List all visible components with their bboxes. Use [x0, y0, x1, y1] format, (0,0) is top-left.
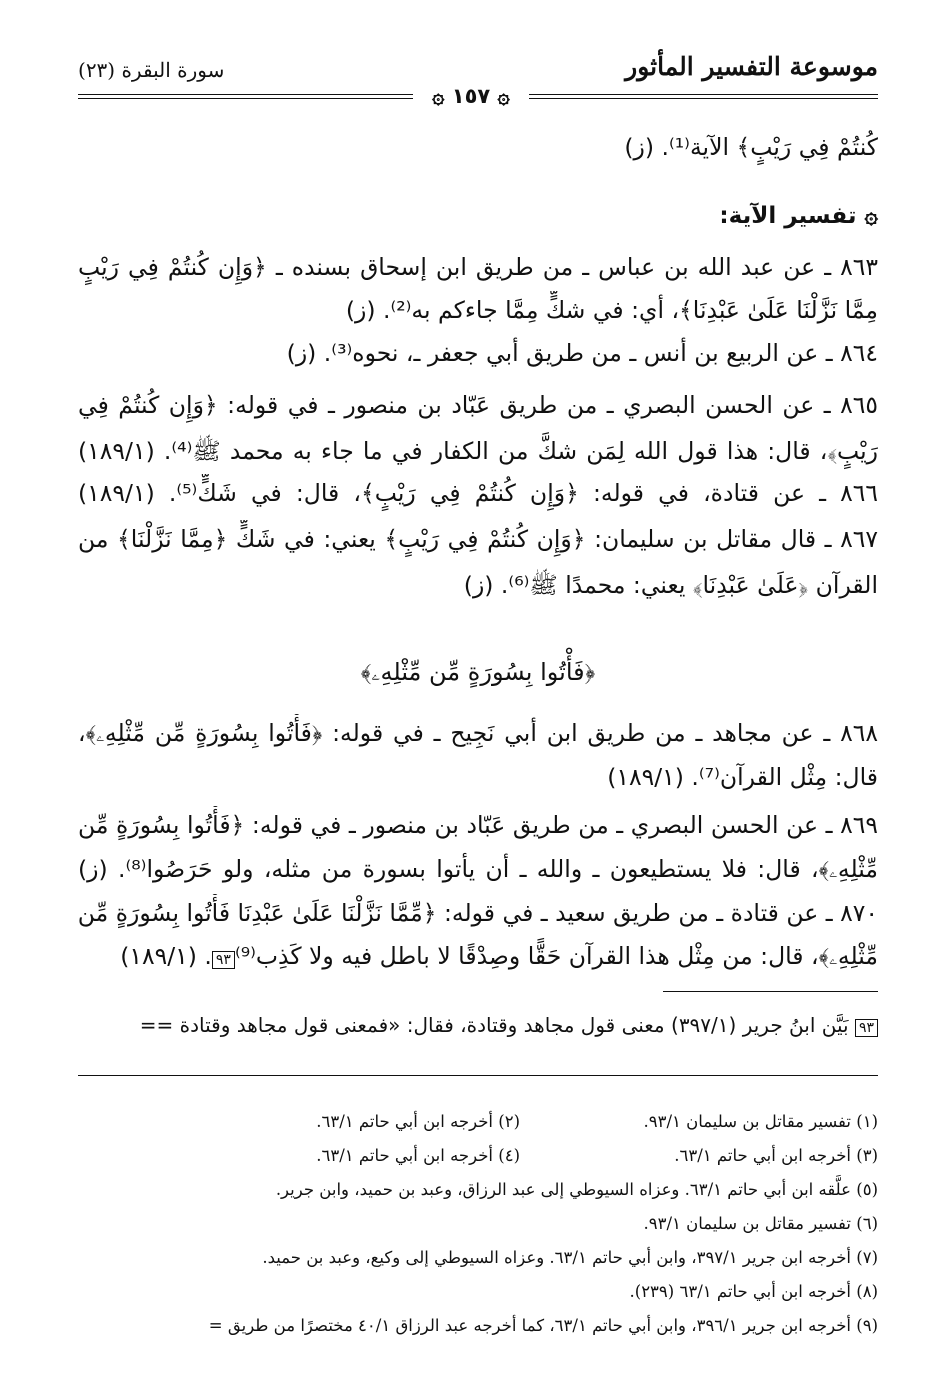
- text-line: [78, 937, 878, 979]
- page-number: ۞ ١٥٧ ۞: [413, 82, 529, 110]
- footnote: (٩) أخرجه ابن جرير ٣٩٦/١، وابن أبي حاتم ٦٣/١، كما أخرجه عبد الرزاق ٤٠/١ مختصرًا من طريق =: [208, 1316, 878, 1335]
- note-separator: [663, 991, 878, 992]
- footnote: (٨) أخرجه ابن أبي حاتم ٦٣/١ (٢٣٩).: [629, 1282, 878, 1301]
- editor-note: [52, 1009, 878, 1044]
- surah-label: سورة البقرة (٢٣): [78, 58, 225, 82]
- note-text: بَيَّن ابنُ جرير (٣٩٧/١) معنى قول مجاهد وقتادة، فقال: «فمعنى قول مجاهد وقتادة ==: [139, 1013, 849, 1037]
- footnote: (٢) أخرجه ابن أبي حاتم ٦٣/١.: [316, 1112, 520, 1131]
- text-line: ٨٦٤ ـ عن الربيع بن أنس ـ من طريق أبي جعفر ـ، نحوه⁽³⁾. (ز): [286, 339, 878, 367]
- text-line: مِّثْلِهِۦ﴾، قال: فلا يستطيعون ـ والله ـ أن يأتوا بسورة من مثله، ولو حَرَصُوا⁽⁸⁾. (ز): [78, 855, 878, 883]
- text-line: ٨٦٦ ـ عن قتادة، في قوله: ﴿وَإِن كُنتُمْ فِي رَيْبٍ﴾، قال: في شَكٍّ⁽⁵⁾. (١٨٩/١): [78, 479, 878, 507]
- text-line: مِمَّا نَزَّلْنَا عَلَىٰ عَبْدِنَا﴾، أي: في شكٍّ مِمَّا جاءكم به⁽²⁾. (ز): [345, 296, 878, 324]
- text-line: ٨٦٥ ـ عن الحسن البصري ـ من طريق عَبّاد بن منصور ـ في قوله: ﴿وَإِن كُنتُمْ فِي: [78, 391, 878, 419]
- ayah-heading: ﴿فَأْتُوا بِسُورَةٍ مِّن مِّثْلِهِۦ﴾: [360, 658, 596, 686]
- text-line: ٨٦٧ ـ قال مقاتل بن سليمان: ﴿وَإِن كُنتُمْ فِي رَيْبٍ﴾ يعني: في شَكٍّ ﴿مِمَّا نَزَّلْنَا﴾ من: [78, 525, 878, 553]
- text-line: قال: مِثْل القرآن⁽⁷⁾. (١٨٩/١): [607, 763, 878, 791]
- text-line: القرآن ﴿عَلَىٰ عَبْدِنَا﴾ يعني: محمدًا ﷺ⁽⁶⁾. (ز): [463, 571, 878, 599]
- footnote: (٦) تفسير مقاتل بن سليمان ٩٣/١.: [643, 1214, 878, 1233]
- note-ref-box: ٩٣: [212, 951, 235, 969]
- book-title: موسوعة التفسير المأثور: [625, 52, 878, 81]
- text-segment: مِّثْلِهِۦ﴾، قال: من مِثْل هذا القرآن حَقًّا وصِدْقًا لا باطل فيه ولا كَذِب⁽⁹⁾: [234, 942, 878, 970]
- section-heading: ۞ تفسير الآية:: [719, 203, 878, 229]
- text-line: ٨٧٠ ـ عن قتادة ـ من طريق سعيد ـ في قوله: ﴿مِّمَّا نَزَّلْنَا عَلَىٰ عَبْدِنَا فَأْتُوا بِسُورَةٍ مِّن: [78, 899, 878, 927]
- footnote: (٥) علَّقه ابن أبي حاتم ٦٣/١. وعزاه السيوطي إلى عبد الرزاق، وعبد بن حميد، وابن جرير.: [275, 1180, 878, 1199]
- footnote: (٧) أخرجه ابن جرير ٣٩٧/١، وابن أبي حاتم ٦٣/١. وعزاه السيوطي إلى وكيع، وعبد بن حميد.: [262, 1248, 878, 1267]
- text-line: ٨٦٩ ـ عن الحسن البصري ـ من طريق عَبّاد بن منصور ـ في قوله: ﴿فَأْتُوا بِسُورَةٍ مِّن: [78, 811, 878, 839]
- text-line: رَيْبٍ﴾، قال: هذا قول الله لِمَن شكَّ من الكفار في ما جاء به محمد ﷺ⁽⁴⁾. (١٨٩/١): [78, 437, 878, 465]
- text-segment: . (١٨٩/١): [120, 942, 212, 970]
- note-box: ٩٣: [855, 1019, 878, 1037]
- footnote-separator: [78, 1075, 878, 1076]
- text-line: ٨٦٨ ـ عن مجاهد ـ من طريق ابن أبي نَجِيح ـ في قوله: ﴿فَأْتُوا بِسُورَةٍ مِّن مِّثْلِهِۦ﴾،: [78, 719, 878, 747]
- footnote: (٣) أخرجه ابن أبي حاتم ٦٣/١.: [674, 1146, 878, 1165]
- footnote: (٤) أخرجه ابن أبي حاتم ٦٣/١.: [316, 1146, 520, 1165]
- text-line: كُنتُمْ فِي رَيْبٍ﴾ الآية⁽¹⁾. (ز): [624, 133, 878, 161]
- footnote: (١) تفسير مقاتل بن سليمان ٩٣/١.: [643, 1112, 878, 1131]
- text-line: ٨٦٣ ـ عن عبد الله بن عباس ـ من طريق ابن إسحاق بسنده ـ ﴿وَإِن كُنتُمْ فِي رَيْبٍ: [78, 253, 878, 281]
